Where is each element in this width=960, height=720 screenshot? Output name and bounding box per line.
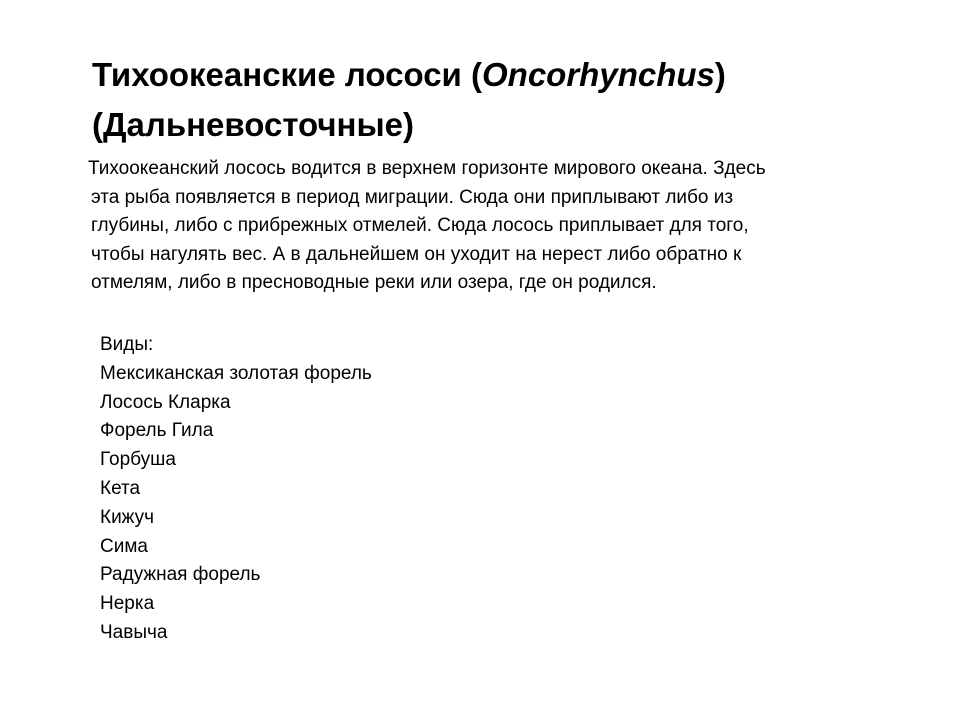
slide-title [92,50,892,150]
species-heading: Виды: [100,334,154,355]
paragraph-line: чтобы нагулять вес. А в дальнейшем он уходит на нерест либо обратно к [91,243,742,265]
title-prefix: Тихоокеанские лососи ( [92,56,482,93]
species-item: Сима [100,535,148,557]
species-item: Нерка [100,593,155,615]
species-item: Кижуч [100,506,155,528]
species-item: Чавыча [100,621,168,643]
species-item: Кета [100,477,141,499]
title-line-1 [92,50,892,100]
title-suffix: ) [714,56,726,93]
description-paragraph [88,155,888,298]
paragraph-line: глубины, либо с прибрежных отмелей. Сюда лосось приплывает для того, [91,215,749,236]
species-item: Форель Гила [100,420,214,442]
species-item: Радужная форель [100,564,261,586]
title-line-2: (Дальневосточные) [92,106,414,143]
title-latin-name: Oncorhynchus [482,56,715,93]
paragraph-line: отмелям, либо в пресноводные реки или озера, где он родился. [91,272,657,293]
species-item: Мексиканская золотая форель [100,362,372,384]
species-list [100,331,600,648]
paragraph-line: эта рыба появляется в период миграции. Сюда они приплывают либо из [91,186,734,208]
paragraph-line: Тихоокеанский лосось водится в верхнем горизонте мирового океана. Здесь [88,158,766,179]
species-item: Лосось Кларка [100,391,231,413]
species-item: Горбуша [100,449,176,471]
